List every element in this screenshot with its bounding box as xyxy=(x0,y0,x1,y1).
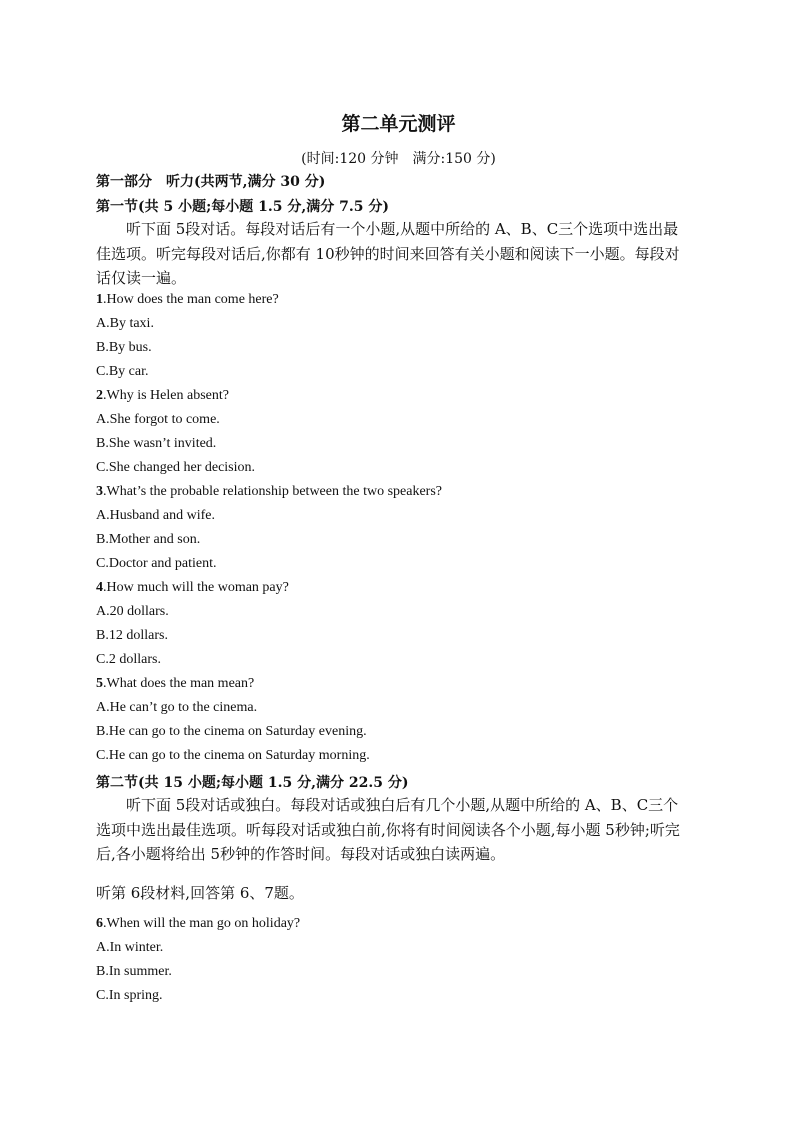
material-6-note: 听第 6段材料,回答第 6、7题。 xyxy=(96,884,304,902)
question-5-option-c: C.He can go to the cinema on Saturday morning. xyxy=(96,748,370,763)
question-2-option-a: A.She forgot to come. xyxy=(96,412,220,427)
question-3: 3.What’s the probable relationship between the two speakers? xyxy=(96,484,442,499)
question-3-option-c: C.Doctor and patient. xyxy=(96,556,217,571)
question-4-option-a: A.20 dollars. xyxy=(96,604,169,619)
question-1-option-b: B.By bus. xyxy=(96,340,152,355)
question-2-option-c: C.She changed her decision. xyxy=(96,460,256,475)
question-6-option-a: A.In winter. xyxy=(96,940,164,955)
question-5-option-b: B.He can go to the cinema on Saturday evening. xyxy=(96,724,367,739)
question-2-option-b: B.She wasn’t invited. xyxy=(96,436,217,451)
question-1: 1.How does the man come here? xyxy=(96,292,279,307)
question-5-option-a: A.He can’t go to the cinema. xyxy=(96,700,258,715)
section1-instructions: 听下面 5段对话。每段对话后有一个小题,从题中所给的 A、B、C三个选项中选出最佳选项。听完每段对话后,你都有 10秒钟的时间来回答有关小题和阅读下一小题。每段对话仅读一遍。 xyxy=(96,220,680,287)
question-4-option-b: B.12 dollars. xyxy=(96,628,168,643)
section2-heading: 第二节(共 15 小题;每小题 1.5 分,满分 22.5 分) xyxy=(96,775,409,791)
question-1-option-c: C.By car. xyxy=(96,364,149,379)
section2-instructions: 听下面 5段对话或独白。每段对话或独白后有几个小题,从题中所给的 A、B、C三个选项中选出最佳选项。听每段对话或独白前,你将有时间阅读各个小题,每小题 5秒钟;听完后,各小题将给出 5秒钟的作答时间。每段对话或独白读两遍。 xyxy=(96,796,680,863)
question-6-option-c: C.In spring. xyxy=(96,988,163,1003)
question-1-option-a: A.By taxi. xyxy=(96,316,154,331)
exam-time-and-score: (时间:120 分钟 满分:150 分) xyxy=(301,151,496,167)
question-6: 6.When will the man go on holiday? xyxy=(96,916,301,931)
question-4-option-c: C.2 dollars. xyxy=(96,652,161,667)
question-3-option-b: B.Mother and son. xyxy=(96,532,201,547)
part1-heading: 第一部分 听力(共两节,满分 30 分) xyxy=(96,174,326,190)
section1-heading: 第一节(共 5 小题;每小题 1.5 分,满分 7.5 分) xyxy=(96,199,389,215)
question-2: 2.Why is Helen absent? xyxy=(96,388,229,403)
question-3-option-a: A.Husband and wife. xyxy=(96,508,215,523)
question-5: 5.What does the man mean? xyxy=(96,676,255,691)
question-4: 4.How much will the woman pay? xyxy=(96,580,289,595)
page-title: 第二单元测评 xyxy=(341,113,456,135)
question-6-option-b: B.In summer. xyxy=(96,964,172,979)
